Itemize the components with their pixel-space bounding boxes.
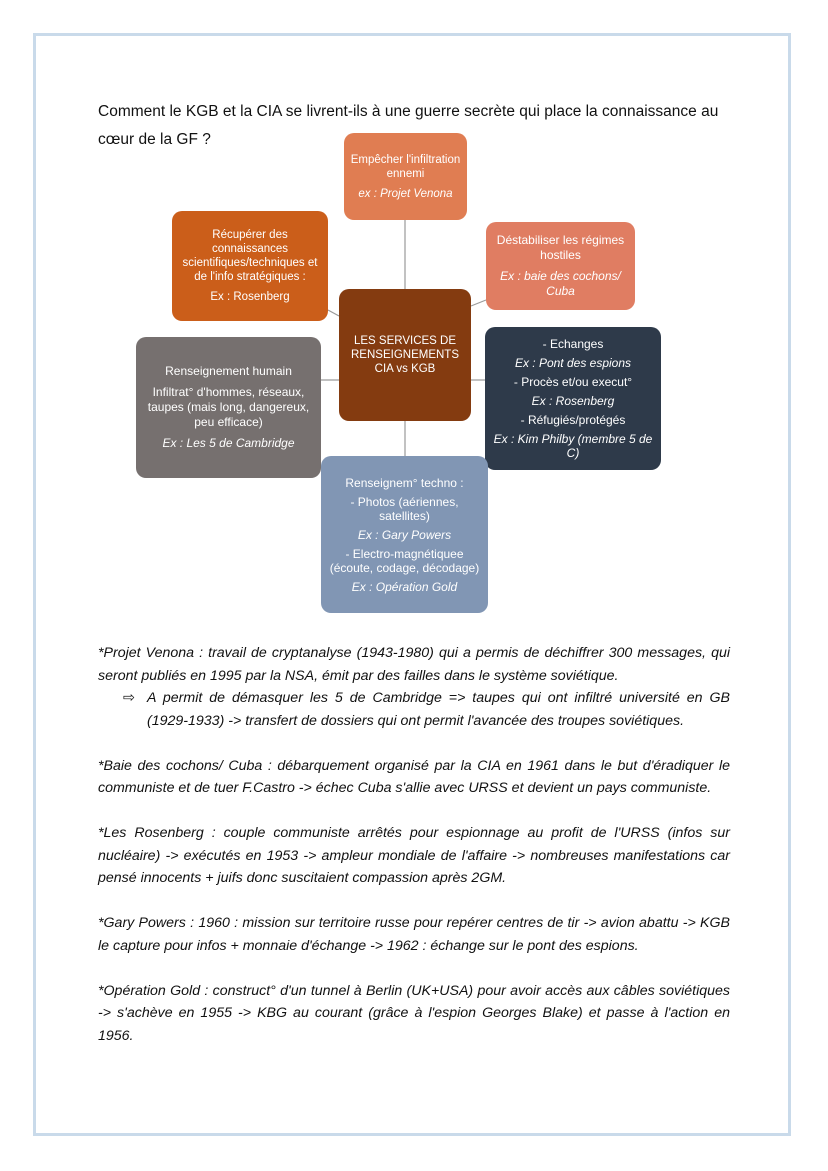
box-example: Ex : baie des cochons/ Cuba [500,269,621,298]
note-rosenberg: *Les Rosenberg : couple communiste arrêtés pour espionnage au profit de l'URSS (infos sur nucléaire) -> exécutés en 1953 -> ampleur mondiale de l'affaire -> nombreuses manifestations car pensé innocents + juifs donc suscitaient compassion après 2GM. [98,825,730,886]
page-question: Comment le KGB et la CIA se livrent-ils à une guerre secrète qui place la connaissance au cœur de la GF ? [98,103,719,148]
box-item: - Procès et/ou execut° [513,375,633,389]
diagram-box-human-intelligence [136,337,321,478]
box-item: - Réfugiés/protégés [520,413,626,427]
box-title: Récupérer des connaissances scientifiques/techniques et de l'info stratégiques : [182,229,318,283]
center-title: LES SERVICES DE RENSEIGNEMENTS CIA vs KGB [351,335,459,375]
diagram-box-exchanges [485,327,661,470]
diagram-box-destabilize-regimes [486,222,635,310]
note-venona-sub-text: A permit de démasquer les 5 de Cambridge => taupes qui ont infiltré université en GB (1929-1933) -> transfert de dossiers qui ont permit l'avancée des troupes soviétiques. [147,690,730,729]
box-item: - Photos (aériennes, satellites) [350,494,459,523]
box-example: Ex : Kim Philby (membre 5 de C) [493,432,653,460]
arrow-right-icon: ⇨ [123,690,135,706]
diagram-box-technical-intelligence [321,456,488,613]
connector-top-left [328,310,339,316]
box-title: Renseignem° techno : [345,475,464,490]
box-example: Ex : Rosenberg [531,394,615,408]
box-title: Renseignement humain [165,364,292,378]
note-operation-gold: *Opération Gold : construct° d'un tunnel à Berlin (UK+USA) pour avoir accès aux câbles soviétiques -> s'achève en 1955 -> KBG au courant (grâce à l'espion Georges Blake) et passe à l'action en 1956. [98,982,730,1044]
note-venona-sub [98,687,730,732]
box-example: Ex : Rosenberg [210,291,290,303]
box-example: Ex : Pont des espions [514,356,632,370]
box-example: Ex : Gary Powers [357,527,452,542]
diagram-center-box [339,289,471,421]
box-item: - Echanges [542,337,604,351]
box-example: ex : Projet Venona [358,187,453,200]
note-gary-powers: *Gary Powers : 1960 : mission sur territoire russe pour repérer centres de tir -> avion abattu -> KGB le capture pour infos + monnaie d'échange -> 1962 : échange sur le pont des espions. [98,915,730,954]
box-title: Empêcher l'infiltration ennemi [350,153,461,180]
diagram-box-prevent-infiltration [344,133,467,220]
notes-section [98,642,730,1070]
box-example: Ex : Les 5 de Cambridge [162,436,295,450]
box-body: Infiltrat° d'hommes, réseaux, taupes (mais long, dangereux, peu efficace) [147,385,310,429]
note-venona: *Projet Venona : travail de cryptanalyse (1943-1980) qui a permis de déchiffrer 300 messages, qui seront publiés en 1995 par la NSA, émit par des failles dans le système soviétique. [98,645,730,684]
connector-top-right [471,300,486,306]
note-cuba: *Baie des cochons/ Cuba : débarquement organisé par la CIA en 1961 dans le but d'éradiquer le communiste et de tuer F.Castro -> échec Cuba s'allie avec URSS et devient un pays communiste. [98,757,730,796]
box-title: Déstabiliser les régimes hostiles [496,233,625,262]
box-example: Ex : Opération Gold [351,579,458,594]
box-item: - Electro-magnétiquee (écoute, codage, décodage) [329,546,480,575]
diagram-box-recover-knowledge [172,211,328,321]
